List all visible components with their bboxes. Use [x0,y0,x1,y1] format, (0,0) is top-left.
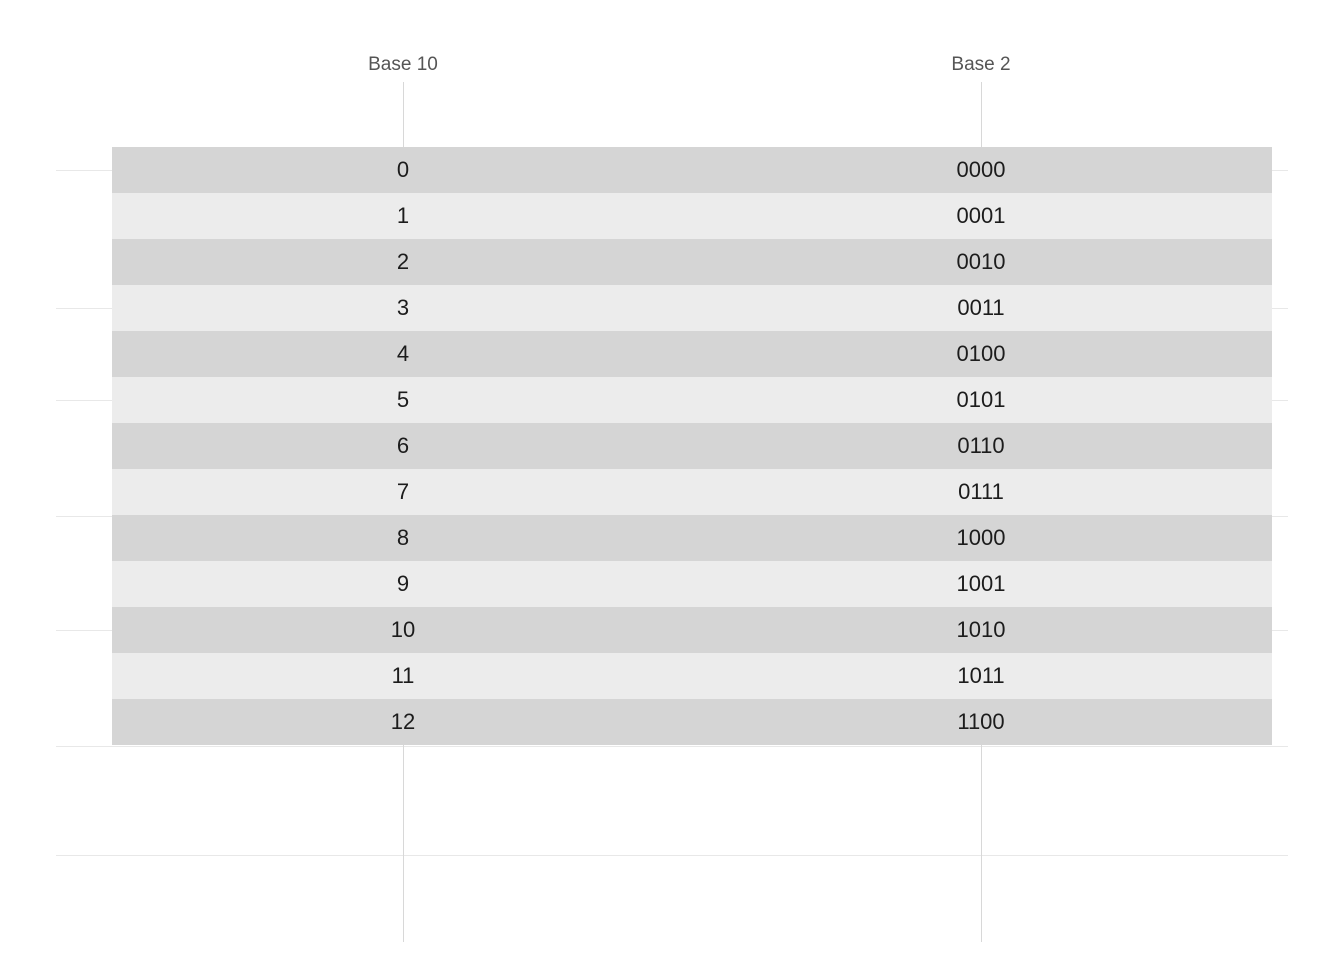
cell-base2: 0111 [958,479,1004,504]
cell-base2: 0010 [956,249,1006,274]
table-row [112,561,1272,607]
table-row [112,469,1272,515]
table-row [112,285,1272,331]
cell-base2: 0011 [957,295,1005,320]
cell-base2: 1010 [956,617,1006,642]
cell-base10: 4 [396,341,410,366]
cell-base10: 7 [396,479,410,504]
cell-base10: 1 [396,203,410,228]
table-row [112,377,1272,423]
cell-base2: 0101 [956,387,1006,412]
table-row [112,239,1272,285]
cell-base2: 0000 [956,157,1006,182]
table-row [112,607,1272,653]
table-row [112,331,1272,377]
cell-base10: 10 [390,617,416,642]
cell-base10: 8 [396,525,410,550]
cell-base2: 1001 [956,571,1006,596]
table-row [112,147,1272,193]
cell-base2: 1100 [957,709,1005,734]
gridline-horizontal [56,855,1288,856]
cell-base2: 0110 [957,433,1005,458]
cell-base10: 11 [391,663,415,688]
cell-base10: 6 [396,433,410,458]
cell-base10: 5 [396,387,410,412]
cell-base2: 0001 [956,203,1006,228]
cell-base2: 1000 [956,525,1006,550]
cell-base10: 9 [396,571,410,596]
column-header-base10: Base 10 [368,54,438,75]
cell-base10: 0 [396,157,410,182]
gridline-horizontal [56,746,1288,747]
cell-base10: 3 [396,295,410,320]
cell-base2: 1011 [957,663,1005,688]
cell-base2: 0100 [956,341,1006,366]
table-row [112,423,1272,469]
column-header-base2: Base 2 [951,54,1011,75]
cell-base10: 12 [390,709,416,734]
table-row [112,653,1272,699]
table-row [112,193,1272,239]
table-row [112,699,1272,745]
table-row [112,515,1272,561]
cell-base10: 2 [396,249,410,274]
